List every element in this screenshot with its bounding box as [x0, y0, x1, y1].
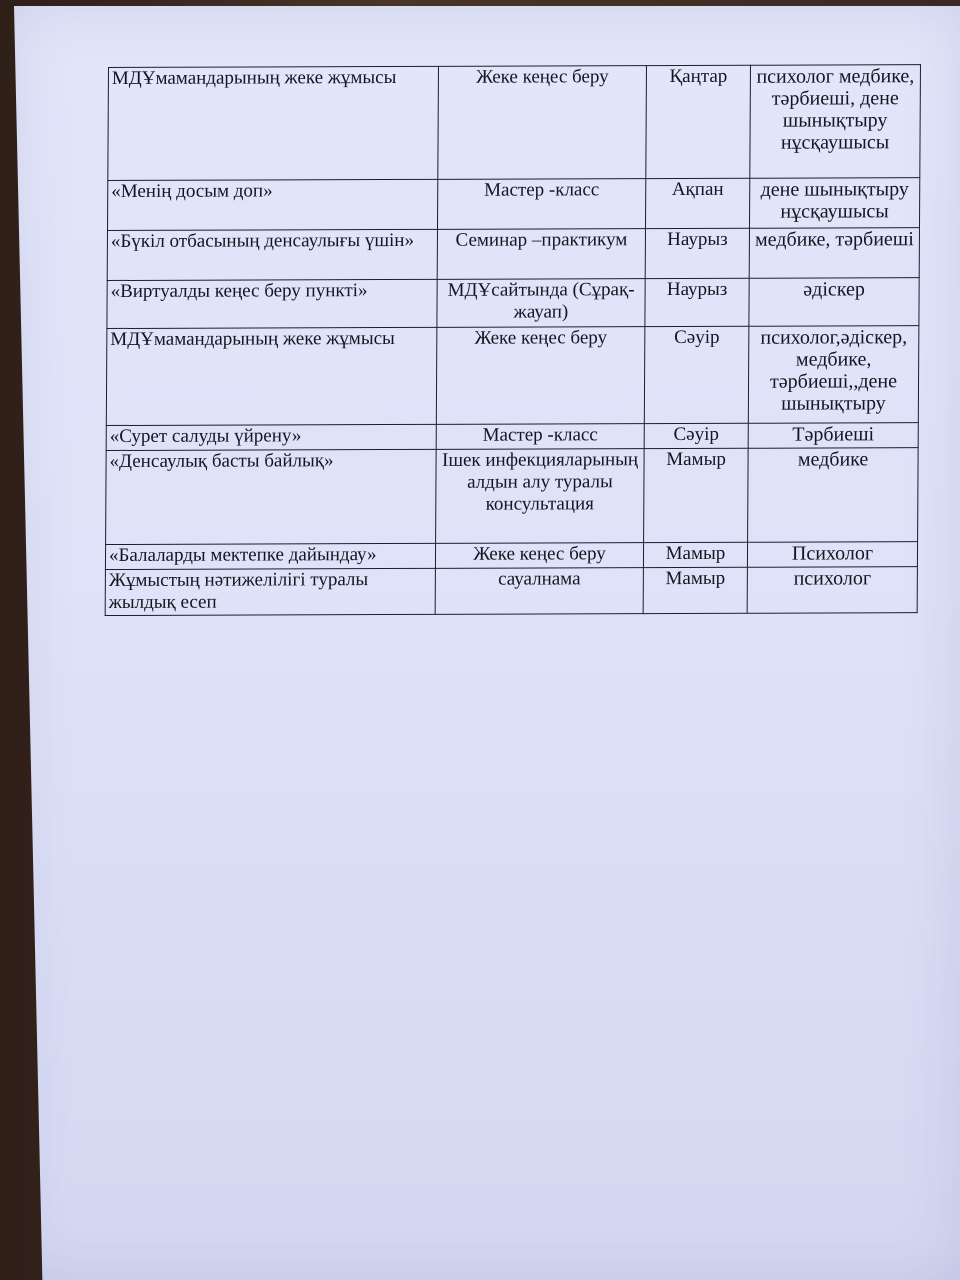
- responsible-cell: психолог,әдіскер, медбике, тәрбиеші,,дене шынықтыру: [748, 326, 919, 424]
- month-cell: Қаңтар: [646, 65, 751, 178]
- month-cell: Мамыр: [643, 567, 747, 613]
- responsible-cell: психолог: [747, 567, 917, 614]
- responsible-cell: психолог медбике, тәрбиеші, дене шынықтыру нұсқаушысы: [750, 65, 921, 179]
- event-cell: «Бүкіл отбасының денсаулығы үшін»: [107, 229, 437, 280]
- responsible-cell: әдіскер: [749, 278, 919, 327]
- month-cell: Сәуір: [644, 423, 748, 448]
- form-cell: Мастер -класс: [437, 179, 645, 230]
- form-cell: МДҰсайтында (Сұрақ-жауап): [437, 279, 645, 328]
- month-cell: Наурыз: [645, 228, 749, 278]
- form-cell: Семинар –практикум: [437, 229, 645, 280]
- activity-plan-table: [105, 64, 921, 616]
- responsible-cell: медбике, тәрбиеші: [749, 228, 919, 279]
- table-row: [107, 278, 919, 329]
- table-row: [107, 228, 919, 281]
- table-row: [108, 65, 921, 181]
- month-cell: Ақпан: [645, 178, 749, 228]
- event-cell: «Виртуалды кеңес беру пункті»: [107, 279, 437, 328]
- responsible-cell: дене шынықтыру нұсқаушысы: [749, 178, 919, 229]
- event-cell: «Денсаулық басты байлық»: [106, 449, 437, 544]
- event-cell: МДҰмамандарының жеке жұмысы: [108, 66, 439, 180]
- table-row: [105, 567, 917, 616]
- responsible-cell: Тәрбиеші: [748, 423, 918, 449]
- event-cell: «Балаларды мектепке дайындау»: [105, 543, 435, 569]
- responsible-cell: Психолог: [747, 542, 917, 568]
- table-row: [108, 178, 920, 231]
- form-cell: сауалнама: [435, 568, 643, 615]
- event-cell: «Менің досым доп»: [108, 179, 438, 230]
- form-cell: Мастер -класс: [436, 424, 644, 450]
- event-cell: «Сурет салуды үйрену»: [106, 424, 436, 450]
- table-row: [106, 423, 918, 451]
- month-cell: Мамыр: [644, 448, 749, 542]
- month-cell: Наурыз: [645, 278, 749, 326]
- form-cell: Жеке кеңес беру: [436, 327, 645, 425]
- responsible-cell: медбике: [748, 448, 919, 543]
- form-cell: Жеке кеңес беру: [438, 66, 647, 180]
- table-row: [106, 448, 919, 545]
- event-cell: Жұмыстың нәтижелілігі туралы жылдық есеп: [105, 568, 435, 615]
- form-cell: Жеке кеңес беру: [435, 543, 643, 569]
- month-cell: Сәуір: [644, 326, 749, 423]
- table-row: [106, 326, 919, 426]
- table-row: [105, 542, 917, 570]
- event-cell: МДҰмамандарының жеке жұмысы: [106, 327, 437, 425]
- form-cell: Ішек инфекцияларының алдын алу туралы консультация: [436, 449, 645, 544]
- month-cell: Мамыр: [643, 542, 747, 567]
